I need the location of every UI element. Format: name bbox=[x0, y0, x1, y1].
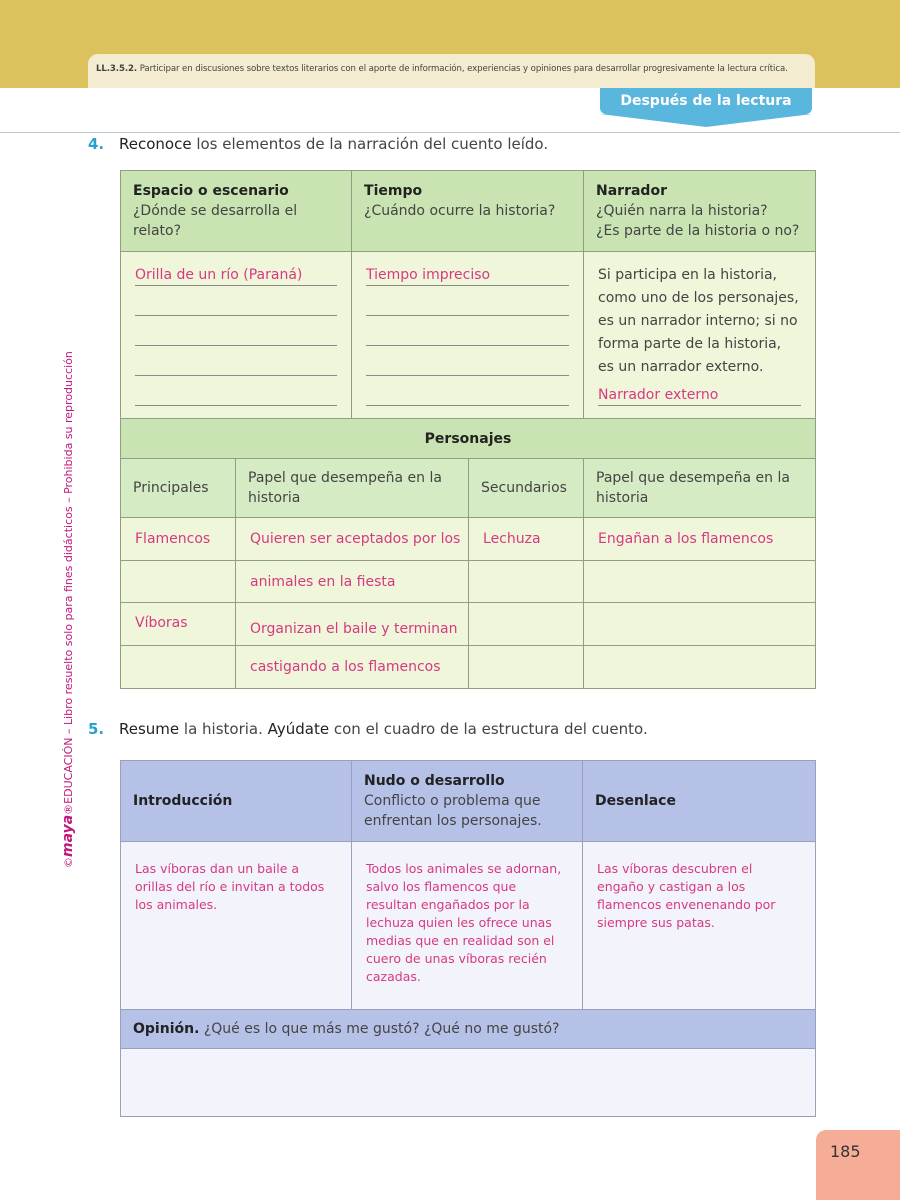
narrator-explanation: Si participa en la historia, como uno de los personajes, es un narrador interno; si no forma parte de la historia, es un narrador externo. bbox=[598, 267, 799, 375]
desenlace-answer: Las víboras descubren el engaño y castigan a los flamencos envenenando por siempre sus patas. bbox=[583, 842, 816, 1010]
secondary-role bbox=[584, 646, 816, 689]
story-structure-table bbox=[120, 760, 816, 1117]
nudo-answer: Todos los animales se adornan, salvo los flamencos que resultan engañados por la lechuza quien les ofrece unas medias que en realidad son el cuero de unas víboras recién cazadas. bbox=[352, 842, 583, 1010]
opinion-label: Opinión. bbox=[133, 1021, 200, 1037]
principal-character bbox=[121, 561, 236, 603]
question-4 bbox=[88, 135, 548, 153]
question-4-number: 4. bbox=[88, 135, 105, 153]
secondary-role bbox=[584, 603, 816, 646]
characters-title: Personajes bbox=[121, 419, 816, 459]
header-introduccion: Introducción bbox=[121, 761, 352, 842]
skill-code: LL.3.5.2. bbox=[96, 64, 138, 74]
header-divider bbox=[0, 132, 900, 133]
answer-line bbox=[366, 346, 569, 376]
secondary-role: Engañan a los flamencos bbox=[584, 518, 816, 561]
opinion-answer-area bbox=[121, 1049, 816, 1117]
narrator-cell bbox=[584, 252, 816, 419]
answer-line bbox=[135, 346, 337, 376]
narrative-elements-table bbox=[120, 170, 816, 689]
opinion-question: ¿Qué es lo que más me gustó? ¿Qué no me gustó? bbox=[199, 1021, 560, 1037]
header-principales: Principales bbox=[121, 459, 236, 518]
time-answer-cell bbox=[352, 252, 584, 419]
header-papel-secundarios: Papel que desempeña en la historia bbox=[584, 459, 816, 518]
skill-text: Participar en discusiones sobre textos literarios con el aporte de información, experiencias y opiniones para desarrollar progresivamente la lectura crítica. bbox=[139, 64, 788, 74]
space-answer: Orilla de un río (Paraná) bbox=[135, 264, 337, 286]
header-secundarios: Secundarios bbox=[469, 459, 584, 518]
question-5 bbox=[88, 720, 648, 738]
question-5-verb-2: Ayúdate bbox=[267, 720, 330, 738]
maya-logo: maya bbox=[60, 814, 76, 857]
secondary-role bbox=[584, 561, 816, 603]
header-papel-principales: Papel que desempeña en la historia bbox=[236, 459, 469, 518]
question-5-text-1: la historia. bbox=[179, 720, 268, 738]
answer-line bbox=[135, 376, 337, 406]
header-nudo: Nudo o desarrollo Conflicto o problema que enfrentan los personajes. bbox=[352, 761, 583, 842]
question-5-number: 5. bbox=[88, 720, 105, 738]
skill-criterion bbox=[88, 54, 815, 88]
question-5-verb-1: Resume bbox=[119, 720, 180, 738]
intro-answer: Las víboras dan un baile a orillas del río e invitan a todos los animales. bbox=[121, 842, 352, 1010]
principal-role: castigando a los flamencos bbox=[236, 646, 469, 689]
secondary-character bbox=[469, 646, 584, 689]
section-tab: Después de la lectura bbox=[600, 88, 812, 114]
question-4-text: los elementos de la narración del cuento leído. bbox=[191, 135, 549, 153]
secondary-character: Lechuza bbox=[469, 518, 584, 561]
principal-character: Víboras bbox=[121, 603, 236, 646]
secondary-character bbox=[469, 561, 584, 603]
header-narrador: Narrador ¿Quién narra la historia? ¿Es parte de la historia o no? bbox=[584, 171, 816, 252]
header-tiempo: Tiempo ¿Cuándo ocurre la historia? bbox=[352, 171, 584, 252]
answer-line bbox=[366, 376, 569, 406]
answer-line bbox=[366, 286, 569, 316]
time-answer: Tiempo impreciso bbox=[366, 264, 569, 286]
opinion-header bbox=[121, 1010, 816, 1049]
principal-role: Quieren ser aceptados por los bbox=[236, 518, 469, 561]
answer-line bbox=[135, 316, 337, 346]
section-tab-arrow bbox=[600, 114, 812, 127]
space-answer-cell bbox=[121, 252, 352, 419]
principal-role: Organizan el baile y terminan bbox=[236, 603, 469, 646]
question-4-verb: Reconoce bbox=[119, 135, 192, 153]
copyright-sidebar bbox=[60, 351, 76, 868]
registered-symbol: ® bbox=[62, 803, 75, 815]
answer-line bbox=[366, 316, 569, 346]
principal-role: animales en la fiesta bbox=[236, 561, 469, 603]
header-espacio: Espacio o escenario ¿Dónde se desarrolla el relato? bbox=[121, 171, 352, 252]
copyright-text: EDUCACIÓN – Libro resuelto solo para fines didácticos – Prohibida su reproducción bbox=[62, 351, 75, 804]
narrator-answer: Narrador externo bbox=[598, 385, 801, 406]
question-5-text-2: con el cuadro de la estructura del cuento. bbox=[329, 720, 648, 738]
answer-line bbox=[135, 286, 337, 316]
secondary-character bbox=[469, 603, 584, 646]
principal-character: Flamencos bbox=[121, 518, 236, 561]
page-number: 185 bbox=[816, 1130, 900, 1200]
copyright-symbol: © bbox=[62, 857, 75, 868]
header-desenlace: Desenlace bbox=[583, 761, 816, 842]
principal-character bbox=[121, 646, 236, 689]
